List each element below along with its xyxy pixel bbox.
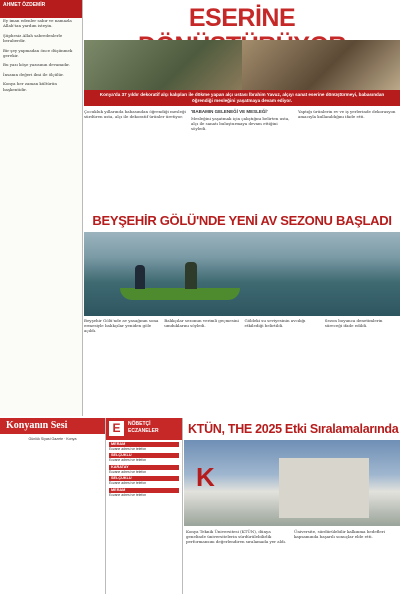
column-paragraph: Şüphesiz Allah sabredenlerle beraberdir. [3,32,63,44]
workshop-photo [84,40,242,90]
section-col-4: Sezon boyunca denetimlerin süreceği ifade edildi. [324,318,383,329]
lake-photo [84,232,400,316]
columnist-column [0,0,83,416]
pharmacy-line: Eczane adresi ve telefon [109,492,147,497]
ktun-logo-icon: K [196,462,215,492]
masthead-box [0,418,106,594]
pharmacy-line: Eczane adresi ve telefon [109,469,147,474]
pharmacy-group [109,488,179,497]
top-headline-area [84,0,400,40]
section-columns [84,318,400,414]
section-headline: BEYŞEHİR GÖLÜ'NDE YENİ AV SEZONU BAŞLADI [92,213,392,228]
column-paragraph: Bu yazı köşe yazısının devamıdır. [3,62,70,68]
pharmacy-line: Eczane adresi ve telefon [109,458,147,463]
ktun-columns [184,526,400,548]
pharmacy-header [106,418,182,440]
district-name: MERAM [109,442,179,447]
craftsman-photo [242,40,400,90]
newspaper-logo: Konyanın Sesi [0,418,105,434]
pharmacy-group [109,442,179,451]
lead-band: Konya'da 37 yıldır dekoratif alçı kalıpları ile dökme yapan alçı ustası İbrahim Yavuz, alçıyı sanat eserine dönüştürmeyi, babasından öğrendiği mesleğini yaşatmaya devam ediyor. [84,90,400,106]
column-paragraph: Bir şey yapmadan önce düşünmek gerekir. [3,47,73,59]
district-name: KARATAY [109,465,179,470]
ktun-article [184,418,400,594]
ktun-col-2: Üniversite, sürdürülebilir kalkınma hedefleri kapsamında başarılı sonuçlar elde etti. [294,529,385,540]
article-col-2 [191,109,293,209]
pharmacy-box [106,418,183,594]
column-paragraph: Konya her zaman kültürün başkentidir. [3,81,57,92]
column-paragraph: İnsanın değeri ilmi ile ölçülür. [3,71,64,77]
fisher-figure [185,262,197,289]
pharmacy-line: Eczane adresi ve telefon [109,481,147,486]
pharmacy-group [109,453,179,462]
ktun-headline: KTÜN, THE 2025 Etki Sıralamalarında [188,422,399,436]
district-name: SELÇUKLU [109,453,179,458]
author-name: AHMET ÖZDEMİR [0,0,82,18]
boat-shape [120,288,240,300]
pharmacy-group [109,476,179,485]
article-col-3: Yaptığı ürünlerin ev ve iş yerlerinde dekorasyon amacıyla kullanıldığını ifade etti. [298,109,396,120]
article-text: Mesleğini yaşatmak için çalıştığını belirten usta, alçı ile sanatı buluşturmaya devam ettiğini söyledi. [191,116,290,132]
masthead-info: Günlük Siyasi Gazete · Konya [28,437,77,441]
pharmacy-line: Eczane adresi ve telefon [109,447,147,451]
pharmacy-group [109,465,179,474]
section-col-2: Balıkçılar sezonun verimli geçmesini umduklarını söyledi. [164,318,239,329]
ktun-col-1: Konya Teknik Üniversitesi (KTÜN), dünya genelinde üniversitelerin sürdürülebilirlik performansını değerlendiren sıralamada yer aldı. [186,529,287,545]
subheading: 'BABAMIN GELENEĞİ VE MESLEĞİ' [191,109,268,114]
article-col-1: Çocukluk yıllarında babasından öğrendiği mesleği sürdüren usta, alçı ile dekoratif ürünler üretiyor. [84,109,186,120]
pharmacy-title: NÖBETÇİ ECZANELER [128,421,159,434]
top-headline: ESERİNE [188,4,296,32]
column-paragraph: Ey iman edenler sabır ve namazla Allah'tan yardım isteyin. [3,18,72,29]
district-name: MERAM [109,488,179,493]
district-name: SELÇUKLU [109,476,179,481]
section-col-1: Beyşehir Gölü'nde av yasağının sona ermesiyle balıkçılar yeniden göle açıldı. [84,318,159,334]
article-columns [84,109,400,209]
campus-photo [184,440,400,526]
pharmacy-e-icon: E [109,421,124,436]
fisher-figure [135,265,145,289]
top-photos [84,40,400,90]
campus-building [279,458,369,518]
section-col-3: Göldeki su seviyesinin avcılığı etkilediği belirtildi. [244,318,306,329]
